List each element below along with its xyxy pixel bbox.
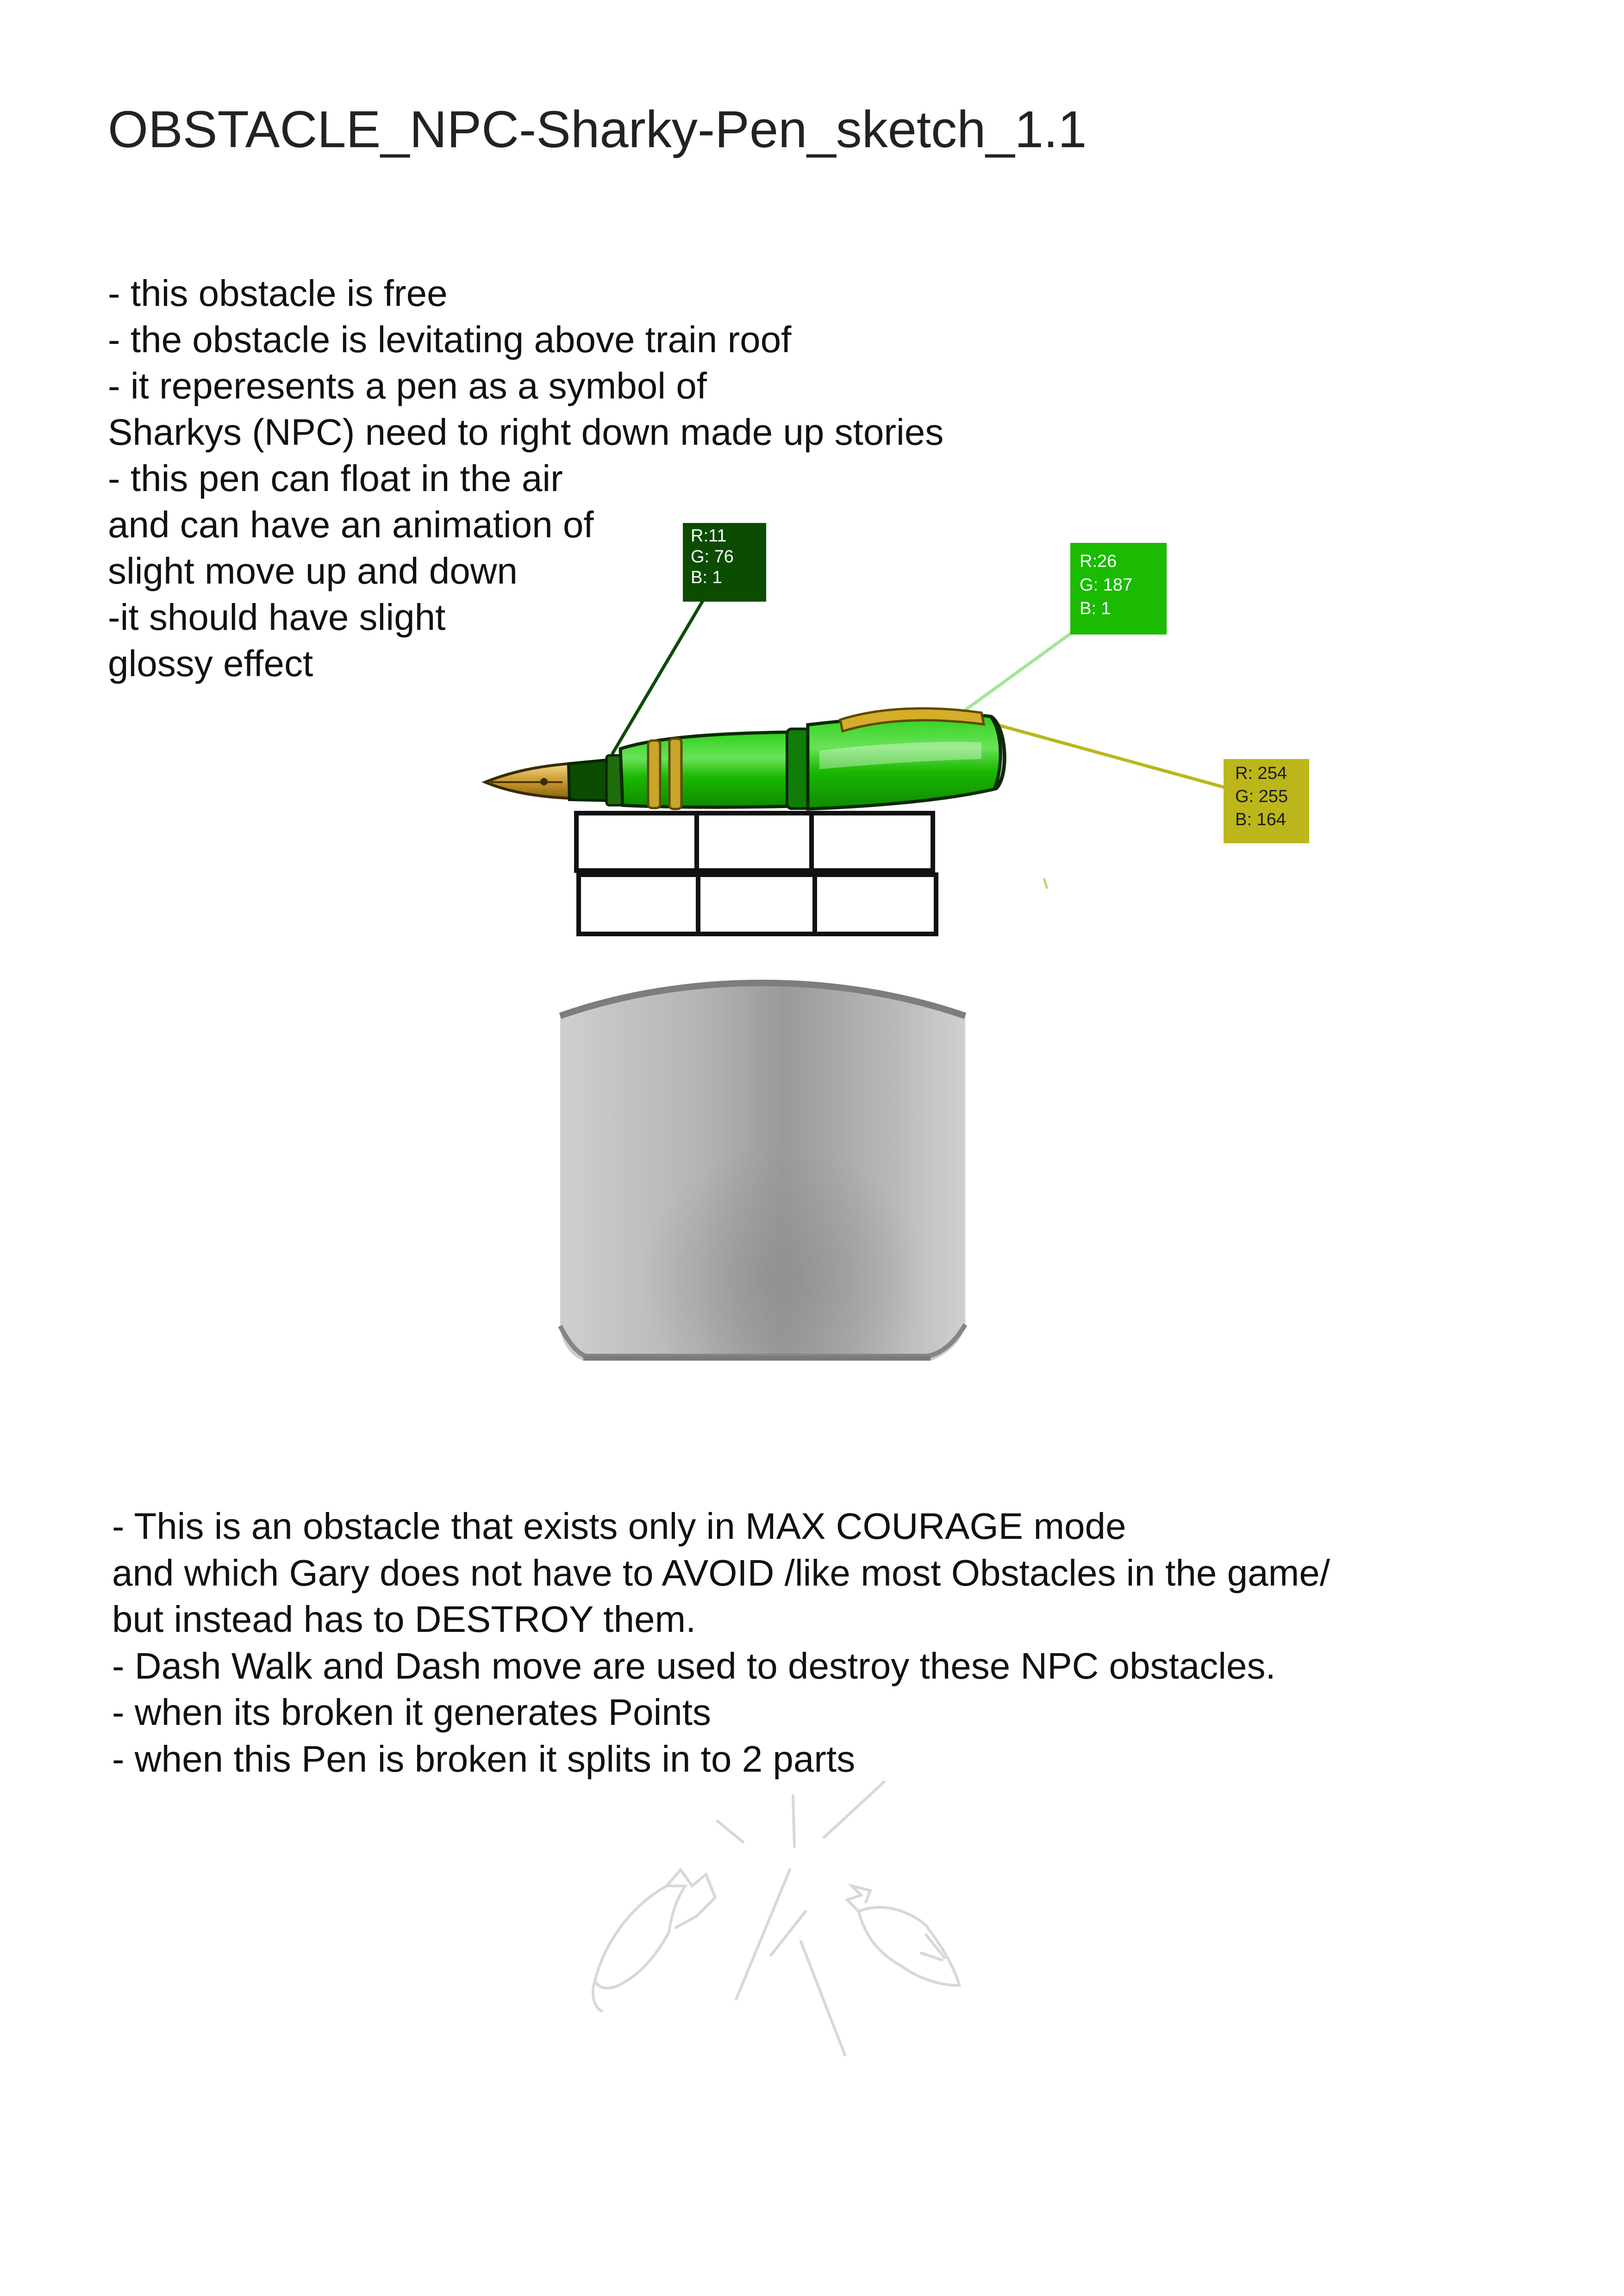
- leader-line-yellow: [995, 724, 1226, 788]
- color-swatch-dark-green: [683, 523, 766, 602]
- note-line: glossy effect: [108, 643, 313, 684]
- note-line: Sharkys (NPC) need to right down made up stories: [108, 411, 944, 453]
- broken-pen-sketch: [593, 1782, 959, 2055]
- note-line: and which Gary does not have to AVOID /like most Obstacles in the game/: [112, 1552, 1330, 1593]
- train-roof: [560, 983, 965, 1361]
- swatch-label: B: 1: [691, 568, 722, 587]
- swatch-label: B: 1: [1080, 599, 1111, 618]
- note-line: -it should have slight: [108, 597, 446, 638]
- gameplay-notes: [112, 1503, 1330, 1782]
- swatch-label: G: 76: [691, 547, 734, 566]
- swatch-label: G: 255: [1235, 787, 1288, 806]
- note-line: - this pen can float in the air: [108, 458, 563, 499]
- note-line: - when this Pen is broken it splits in to 2 parts: [112, 1738, 856, 1780]
- note-line: - This is an obstacle that exists only in MAX COURAGE mode: [112, 1506, 1126, 1547]
- note-line: but instead has to DESTROY them.: [112, 1599, 696, 1640]
- brick: [698, 875, 815, 934]
- fountain-pen: [485, 709, 1005, 809]
- note-line: - when its broken it generates Points: [112, 1692, 712, 1733]
- brick: [815, 875, 936, 934]
- brick: [576, 813, 697, 871]
- color-swatch-green: [1070, 543, 1167, 635]
- swatch-label: G: 187: [1080, 575, 1133, 595]
- pen-nib: [485, 764, 570, 798]
- brick: [812, 813, 933, 871]
- swatch-label: R:26: [1080, 552, 1117, 571]
- swatch-label: B: 164: [1235, 810, 1286, 829]
- pen-barrel-front: [620, 732, 792, 807]
- leader-line-dark-green: [612, 599, 704, 754]
- leader-line-green: [958, 632, 1073, 715]
- swatch-label: R:11: [691, 526, 727, 546]
- note-line: - it reperesents a pen as a symbol of: [108, 365, 707, 406]
- brick: [579, 875, 698, 934]
- sheet-title: OBSTACLE_NPC-Sharky-Pen_sketch_1.1: [108, 100, 1087, 158]
- note-line: - the obstacle is levitating above train roof: [108, 319, 792, 360]
- broken-pen-right-half: [859, 1907, 959, 1985]
- pen-grip: [568, 760, 611, 801]
- swatch-label: R: 254: [1235, 764, 1287, 783]
- note-line: and can have an animation of: [108, 504, 594, 545]
- note-line: - Dash Walk and Dash move are used to destroy these NPC obstacles.: [112, 1645, 1276, 1686]
- color-swatch-yellow: [1224, 759, 1309, 843]
- broken-pen-left-half: [595, 1886, 685, 1988]
- brick: [697, 813, 812, 871]
- note-line: slight move up and down: [108, 550, 518, 591]
- brick-stand: [576, 813, 936, 934]
- note-line: - this obstacle is free: [108, 273, 448, 314]
